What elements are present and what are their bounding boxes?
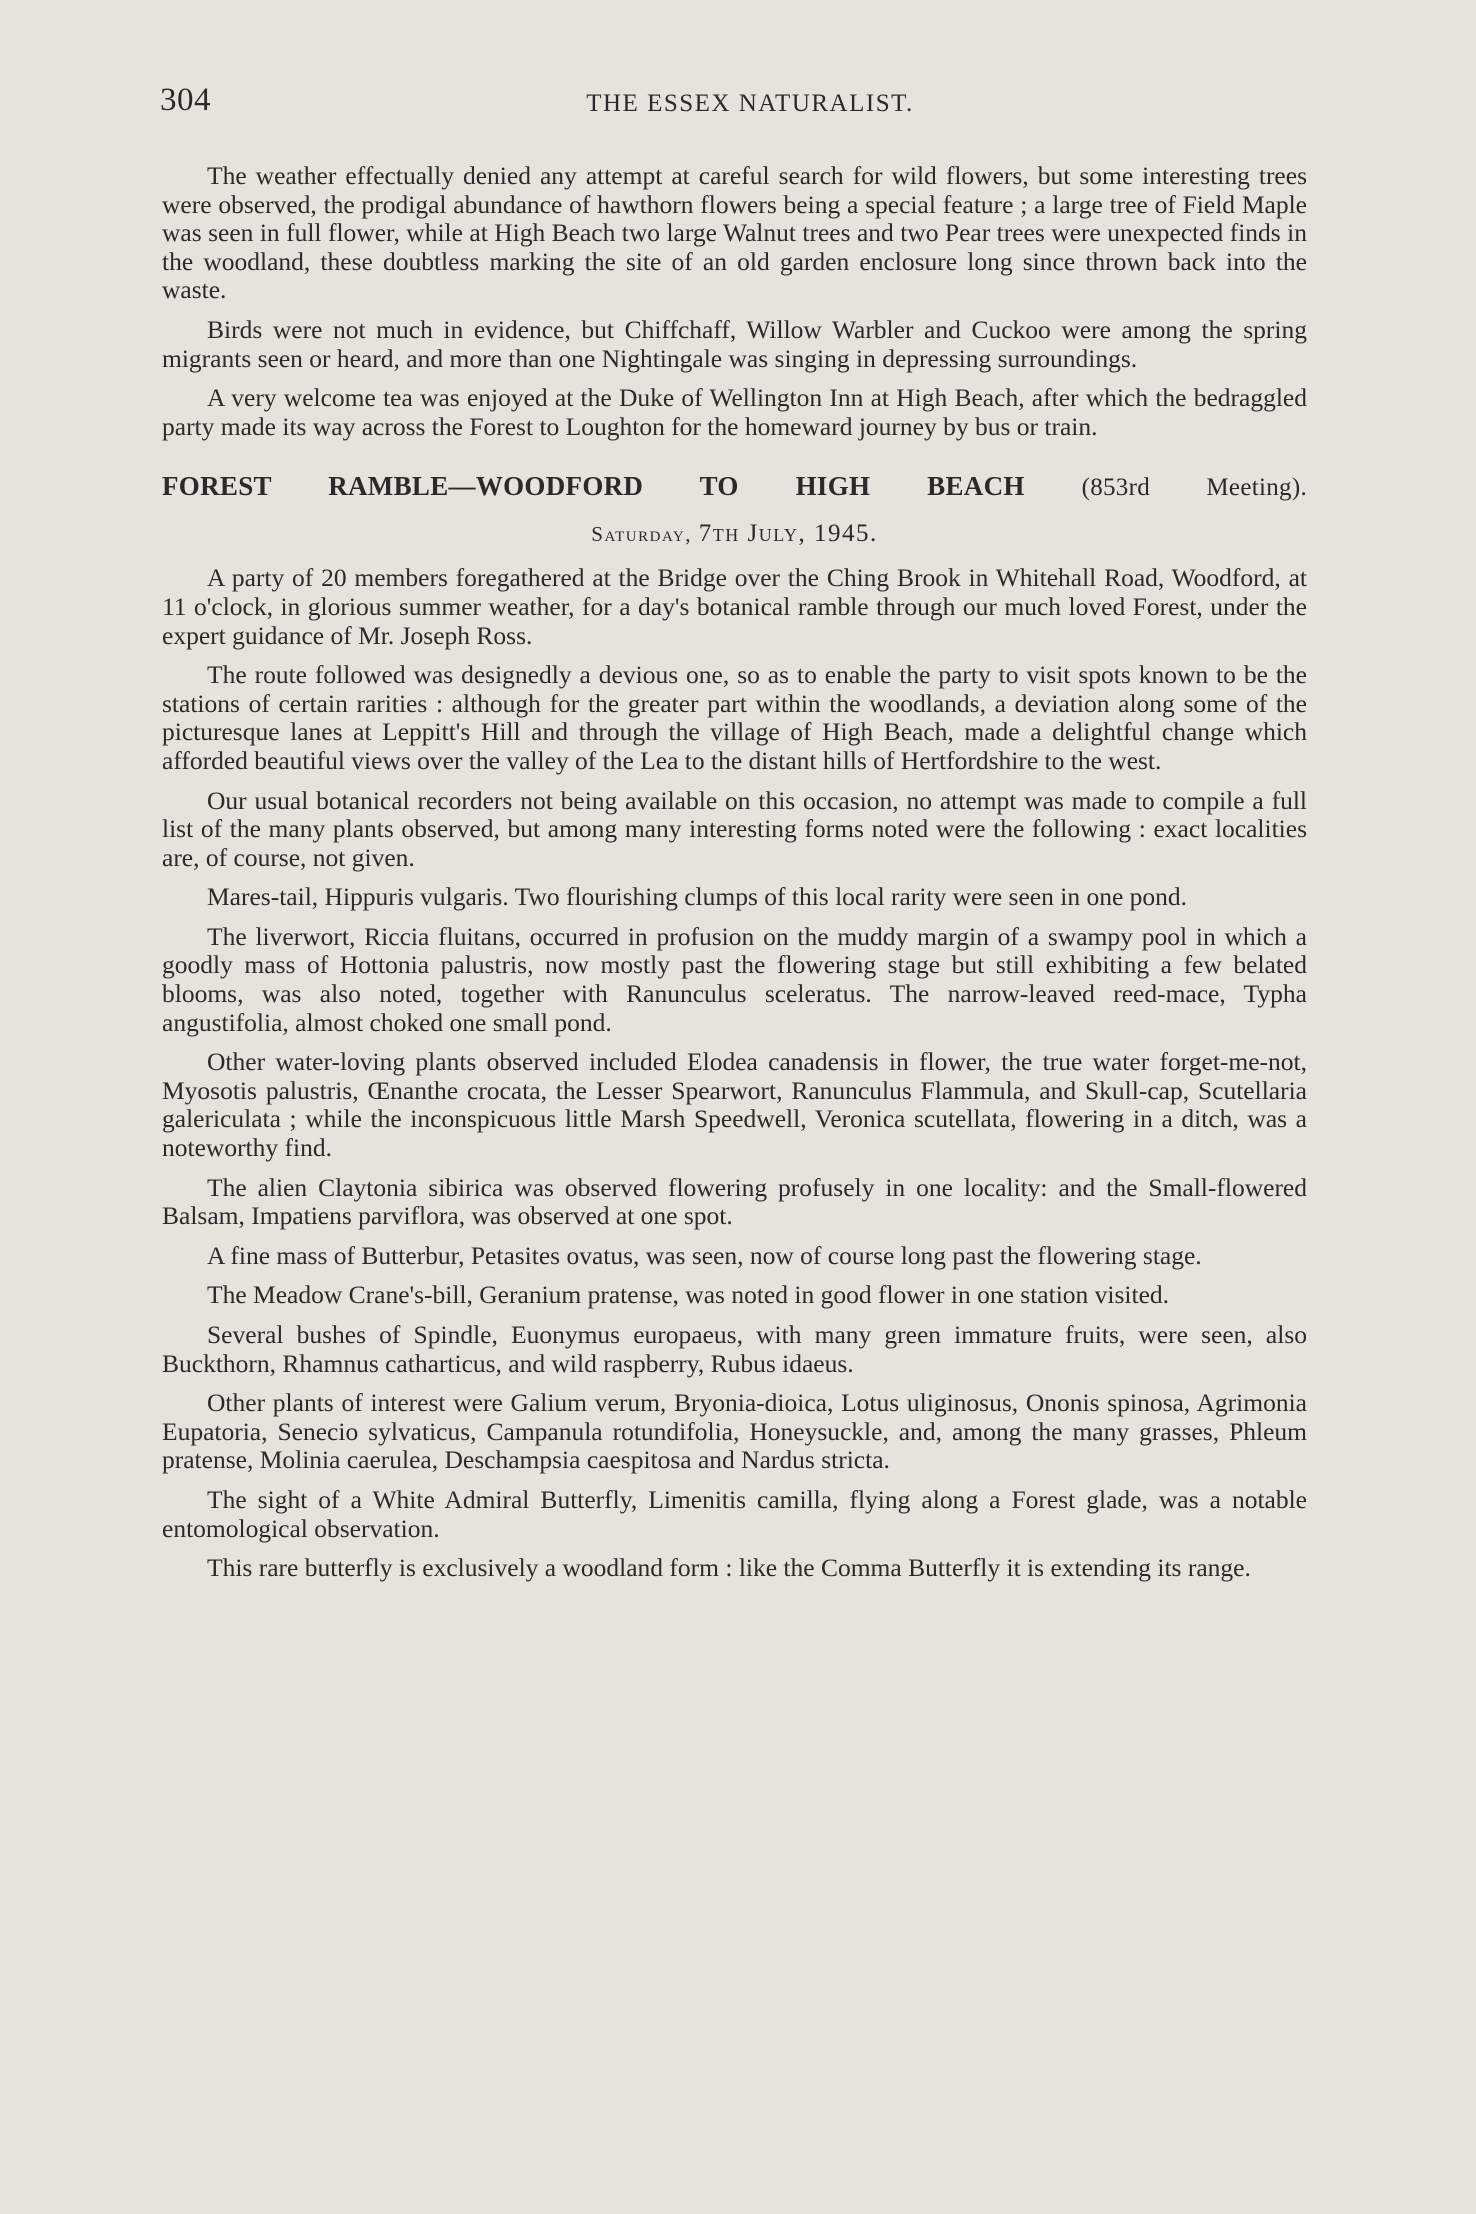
paragraph: This rare butterfly is exclusively a woodland form : like the Comma Butterfly it is extending its range. — [207, 1553, 1251, 1583]
paragraph: The sight of a White Admiral Butterfly, Limenitis camilla, flying along a Forest glade, was a notable entomological observation. — [162, 1484, 1307, 1543]
paragraph: A party of 20 members foregathered at the Bridge over the Ching Brook in Whitehall Road, Woodford, at 11 o'clock, in glorious summer weather, for a day's botanical ramble through our much loved Forest, under the expert guidance of Mr. Joseph Ross. — [162, 563, 1307, 650]
paragraph: Birds were not much in evidence, but Chiffchaff, Willow Warbler and Cuckoo were among the spring migrants seen or heard, and more than one Nightingale was singing in depressing surroundings. — [162, 314, 1307, 373]
paragraph: Other plants of interest were Galium verum, Bryonia-dioica, Lotus uliginosus, Ononis spinosa, Agrimonia Eupatoria, Senecio sylvaticus, Campanula rotundifolia, Honeysuckle, and, among the many grasses, Phleum pratense, Molinia caerulea, Deschampsia caespitosa and Nardus stricta. — [162, 1388, 1307, 1475]
paragraph: The weather effectually denied any attempt at careful search for wild flowers, but some interesting trees were observed, the prodigal abundance of hawthorn flowers being a special feature ; a large tree of Field Maple was seen in full flower, while at High Beach two large Walnut trees and two Pear trees were unexpected finds in the woodland, these doubtless marking the site of an old garden enclosure long since thrown back into the waste. — [162, 161, 1307, 305]
paragraph: A very welcome tea was enjoyed at the Duke of Wellington Inn at High Beach, after which the bedraggled party made its way across the Forest to Loughton for the homeward journey by bus or train. — [162, 383, 1307, 441]
paragraph: The alien Claytonia sibirica was observed flowering profusely in one locality: and the Small-flowered Balsam, Impatiens parviflora, was observed at one spot. — [162, 1172, 1307, 1231]
date-weekday: Saturday, — [591, 522, 699, 547]
paragraph: The liverwort, Riccia fluitans, occurred in profusion on the muddy margin of a swampy pool in which a goodly mass of Hottonia palustris, now mostly past the flowering stage but still exhibiting a few belated blooms, was also noted, together with Ranunculus sceleratus. The narrow-leaved reed-mace, Typha angustifolia, almost choked one small pond. — [162, 921, 1307, 1037]
page-number: 304 — [160, 82, 211, 118]
paragraph: The route followed was designedly a devious one, so as to enable the party to visit spots known to be the stations of certain rarities : although for the greater part within the woodlands, a deviation along some of the picturesque lanes at Leppitt's Hill and through the village of High Beach, made a delightful change which afforded beautiful views over the valley of the Lea to the distant hills of Hertfordshire to the west. — [162, 660, 1307, 775]
paragraph: Other water-loving plants observed included Elodea canadensis in flower, the true water forget-me-not, Myosotis palustris, Œnanthe crocata, the Lesser Spearwort, Ranunculus Flammula, and Skull-cap, Scutellaria galericulata ; while the inconspicuous little Marsh Speedwell, Veronica scutellata, flowering in a ditch, was a noteworthy find. — [162, 1047, 1307, 1163]
meeting-number: (853rd Meeting). — [1081, 474, 1307, 502]
paragraph: Our usual botanical recorders not being available on this occasion, no attempt was made to compile a full list of the many plants observed, but among many interesting forms noted were the following : exact localities are, of course, not given. — [162, 785, 1307, 872]
article-body — [162, 162, 1307, 1594]
meeting-date — [162, 520, 1307, 548]
paragraph: The Meadow Crane's-bill, Geranium pratense, was noted in good flower in one station visited. — [207, 1280, 1170, 1310]
section-title: FOREST RAMBLE—WOODFORD TO HIGH BEACH — [162, 471, 1025, 502]
running-title: THE ESSEX NATURALIST. — [586, 90, 914, 117]
paragraph: Several bushes of Spindle, Euonymus europaeus, with many green immature fruits, were seen, also Buckthorn, Rhamnus catharticus, and wild raspberry, Rubus idaeus. — [162, 1320, 1307, 1378]
paragraph: A fine mass of Butterbur, Petasites ovatus, was seen, now of course long past the flowering stage. — [207, 1240, 1202, 1270]
section-heading — [162, 471, 1307, 502]
date-day: 7th July, 1945. — [698, 520, 878, 548]
page-header — [160, 82, 1310, 132]
paragraph: Mares-tail, Hippuris vulgaris. Two flourishing clumps of this local rarity were seen in one pond. — [207, 882, 1188, 912]
